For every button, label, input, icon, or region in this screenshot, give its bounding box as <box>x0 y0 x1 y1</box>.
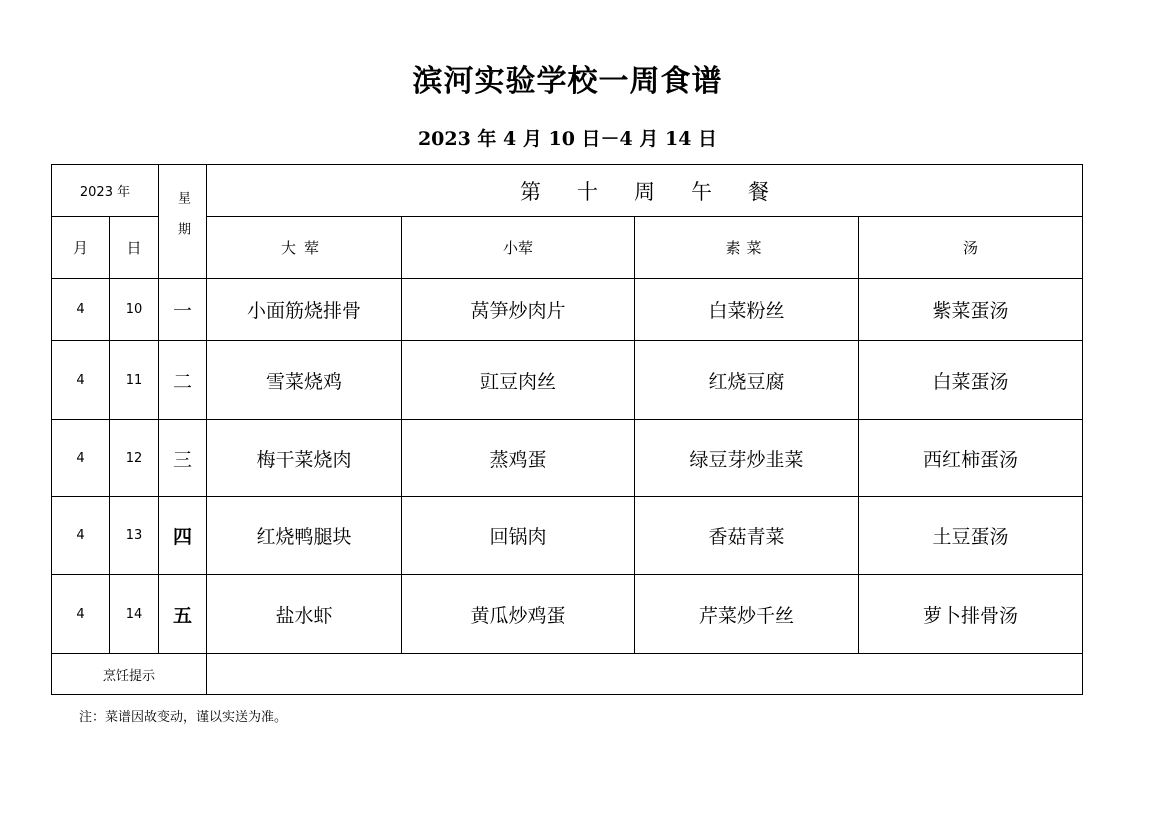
dish-side-meat: 蒸鸡蛋 <box>402 420 635 497</box>
menu-table <box>51 164 1083 695</box>
table-row <box>52 420 1083 497</box>
day-cell: 10 <box>110 279 159 341</box>
month-cell: 4 <box>52 420 110 497</box>
month-header: 月 <box>52 217 110 279</box>
year-header: 2023 年 <box>52 165 159 217</box>
page-title: 滨河实验学校一周食谱 <box>412 64 723 99</box>
dish-soup: 萝卜排骨汤 <box>859 575 1083 654</box>
table-row <box>52 575 1083 654</box>
day-cell: 12 <box>110 420 159 497</box>
dish-main-meat: 盐水虾 <box>207 575 402 654</box>
dish-main-meat: 小面筋烧排骨 <box>207 279 402 341</box>
dish-soup: 白菜蛋汤 <box>859 341 1083 420</box>
weekday-header: 星期 <box>159 165 207 279</box>
dish-side-meat: 莴笋炒肉片 <box>402 279 635 341</box>
weekday-cell: 四 <box>159 497 207 575</box>
day-header: 日 <box>110 217 159 279</box>
day-cell: 11 <box>110 341 159 420</box>
dish-side-meat: 豇豆肉丝 <box>402 341 635 420</box>
dish-vegetable: 绿豆芽炒韭菜 <box>635 420 859 497</box>
dish-main-meat: 红烧鸭腿块 <box>207 497 402 575</box>
table-row <box>52 497 1083 575</box>
dish-main-meat: 雪菜烧鸡 <box>207 341 402 420</box>
dish-side-meat: 回锅肉 <box>402 497 635 575</box>
cooking-tips-label: 烹饪提示 <box>52 654 207 695</box>
day-cell: 13 <box>110 497 159 575</box>
column-header-main-meat: 大荤 <box>207 217 402 279</box>
dish-vegetable: 芹菜炒千丝 <box>635 575 859 654</box>
column-header-vegetable: 素菜 <box>635 217 859 279</box>
dish-vegetable: 红烧豆腐 <box>635 341 859 420</box>
weekday-cell: 三 <box>159 420 207 497</box>
table-row <box>52 279 1083 341</box>
dish-soup: 西红柿蛋汤 <box>859 420 1083 497</box>
dish-main-meat: 梅干菜烧肉 <box>207 420 402 497</box>
month-cell: 4 <box>52 575 110 654</box>
column-header-side-meat: 小荤 <box>402 217 635 279</box>
dish-side-meat: 黄瓜炒鸡蛋 <box>402 575 635 654</box>
dish-soup: 紫菜蛋汤 <box>859 279 1083 341</box>
weekday-cell: 五 <box>159 575 207 654</box>
date-range: 2023 年 4 月 10 日－4 月 14 日 <box>417 128 718 150</box>
dish-vegetable: 白菜粉丝 <box>635 279 859 341</box>
day-cell: 14 <box>110 575 159 654</box>
dish-soup: 土豆蛋汤 <box>859 497 1083 575</box>
footnote: 注：菜谱因故变动，谨以实送为准。 <box>79 710 288 725</box>
week-title: 第十周午餐 <box>207 165 1083 217</box>
table-row <box>52 341 1083 420</box>
month-cell: 4 <box>52 497 110 575</box>
weekday-cell: 一 <box>159 279 207 341</box>
dish-vegetable: 香菇青菜 <box>635 497 859 575</box>
weekday-cell: 二 <box>159 341 207 420</box>
cooking-tips-value <box>207 654 1083 695</box>
column-header-soup: 汤 <box>859 217 1083 279</box>
month-cell: 4 <box>52 341 110 420</box>
month-cell: 4 <box>52 279 110 341</box>
